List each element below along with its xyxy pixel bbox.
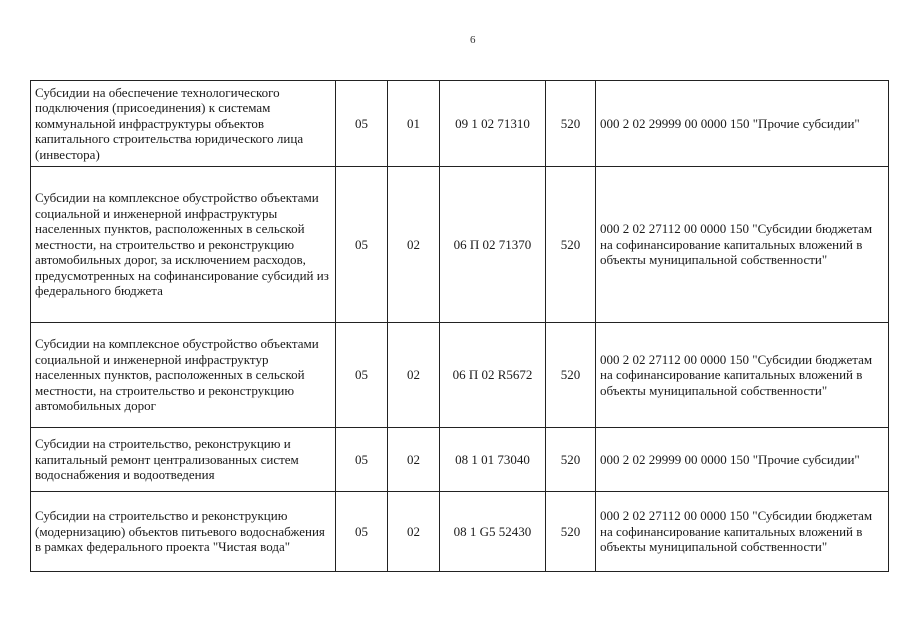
expense-type-code: 520 bbox=[546, 428, 596, 492]
subsidy-name: Субсидии на строительство и реконструкцию (модернизацию) объектов питьевого водоснабжения в рамках федерального проекта "Чистая вода" bbox=[31, 492, 336, 572]
section-code: 05 bbox=[336, 167, 388, 323]
section-code: 05 bbox=[336, 492, 388, 572]
table-row bbox=[31, 81, 889, 167]
expense-type-code: 520 bbox=[546, 492, 596, 572]
income-source: 000 2 02 29999 00 0000 150 "Прочие субсидии" bbox=[596, 428, 889, 492]
expense-type-code: 520 bbox=[546, 323, 596, 428]
subsidy-name: Субсидии на комплексное обустройство объектами социальной и инженерной инфраструктур населенных пунктов, расположенных в сельской местности, на строительство и реконструкцию автомобильных дорог bbox=[31, 323, 336, 428]
target-article-code: 06 П 02 71370 bbox=[440, 167, 546, 323]
target-article-code: 08 1 01 73040 bbox=[440, 428, 546, 492]
subsection-code: 02 bbox=[388, 167, 440, 323]
table-row bbox=[31, 323, 889, 428]
section-code: 05 bbox=[336, 428, 388, 492]
section-code: 05 bbox=[336, 323, 388, 428]
page-number: 6 bbox=[470, 34, 476, 46]
income-source: 000 2 02 29999 00 0000 150 "Прочие субсидии" bbox=[596, 81, 889, 167]
table-row bbox=[31, 428, 889, 492]
target-article-code: 08 1 G5 52430 bbox=[440, 492, 546, 572]
table-row bbox=[31, 167, 889, 323]
subsection-code: 02 bbox=[388, 492, 440, 572]
subsection-code: 02 bbox=[388, 323, 440, 428]
target-article-code: 06 П 02 R5672 bbox=[440, 323, 546, 428]
section-code: 05 bbox=[336, 81, 388, 167]
table-row bbox=[31, 492, 889, 572]
subsidy-name: Субсидии на комплексное обустройство объектами социальной и инженерной инфраструктуры населенных пунктов, расположенных в сельской местности, на строительство и реконструкцию автомобильных дорог, за исключением расходов, предусмотренных на софинансирование субсидий из федерального бюджета bbox=[31, 167, 336, 323]
subsection-code: 02 bbox=[388, 428, 440, 492]
subsidy-name: Субсидии на строительство, реконструкцию и капитальный ремонт централизованных систем водоснабжения и водоотведения bbox=[31, 428, 336, 492]
income-source: 000 2 02 27112 00 0000 150 "Субсидии бюджетам на софинансирование капитальных вложений в объекты муниципальной собственности" bbox=[596, 492, 889, 572]
subsection-code: 01 bbox=[388, 81, 440, 167]
income-source: 000 2 02 27112 00 0000 150 "Субсидии бюджетам на софинансирование капитальных вложений в объекты муниципальной собственности" bbox=[596, 167, 889, 323]
target-article-code: 09 1 02 71310 bbox=[440, 81, 546, 167]
subsidy-name: Субсидии на обеспечение технологического подключения (присоединения) к системам коммунальной инфраструктуры объектов капитального строительства юридического лица (инвестора) bbox=[31, 81, 336, 167]
budget-table bbox=[30, 80, 889, 572]
income-source: 000 2 02 27112 00 0000 150 "Субсидии бюджетам на софинансирование капитальных вложений в объекты муниципальной собственности" bbox=[596, 323, 889, 428]
expense-type-code: 520 bbox=[546, 81, 596, 167]
expense-type-code: 520 bbox=[546, 167, 596, 323]
